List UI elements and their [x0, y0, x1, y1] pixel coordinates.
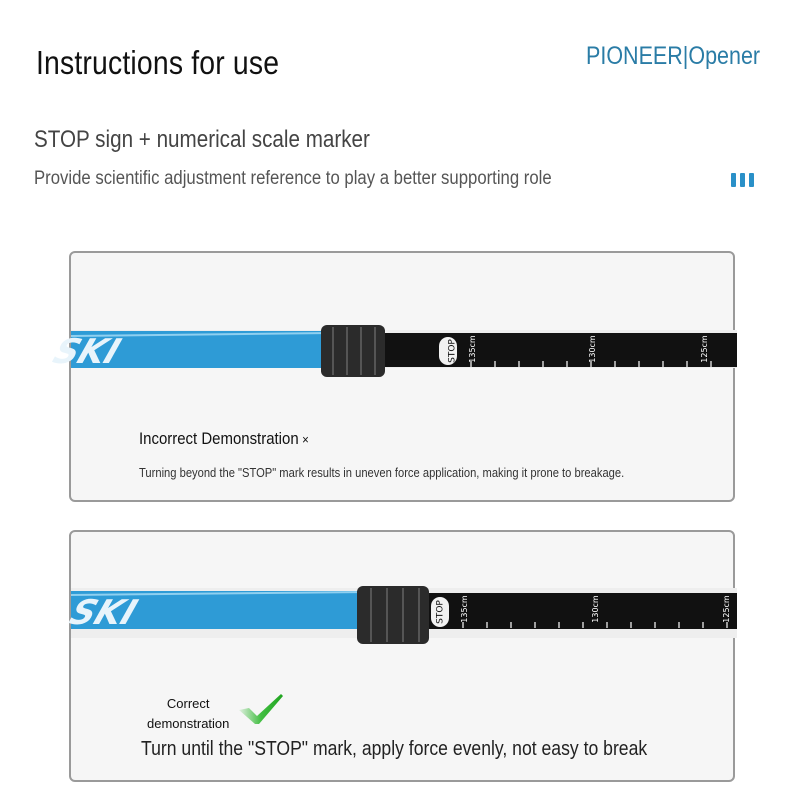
page-title: Instructions for use	[36, 44, 280, 81]
pole-black-section	[385, 333, 737, 367]
incorrect-demo-title: Incorrect Demonstration ×	[139, 429, 309, 448]
section-subtitle: STOP sign + numerical scale marker	[34, 126, 370, 153]
brand-logo: PIONEER|Opener	[586, 42, 761, 70]
cross-icon: ×	[302, 432, 309, 447]
checkmark-icon	[237, 692, 285, 726]
section-description: Provide scientific adjustment reference to play a better supporting role	[34, 168, 552, 189]
incorrect-demo-text: Turning beyond the "STOP" mark results in uneven force application, making it prone to breakage.	[139, 465, 625, 480]
correct-demo-text: Turn until the "STOP" mark, apply force evenly, not easy to break	[141, 738, 648, 760]
stop-sign-text: STOP	[435, 600, 446, 624]
incorrect-demo-panel	[47, 251, 735, 502]
scale-label-135: 135cm	[460, 595, 469, 623]
correct-demo-panel	[64, 530, 735, 782]
decorative-bars-icon	[731, 173, 754, 187]
trekking-pole-image-incorrect	[47, 253, 737, 393]
trekking-pole-image-correct	[64, 532, 737, 672]
scale-label-125: 125cm	[722, 595, 731, 623]
pole-logo-text: SKI	[47, 332, 126, 372]
pole-logo-text: SKI	[64, 593, 143, 633]
scale-label-135: 135cm	[468, 335, 477, 363]
correct-demo-label: Correct demonstration	[147, 696, 230, 731]
scale-label-130: 130cm	[591, 595, 600, 623]
scale-label-125: 125cm	[700, 335, 709, 363]
scale-label-130: 130cm	[588, 335, 597, 363]
stop-sign-text: STOP	[447, 339, 458, 363]
